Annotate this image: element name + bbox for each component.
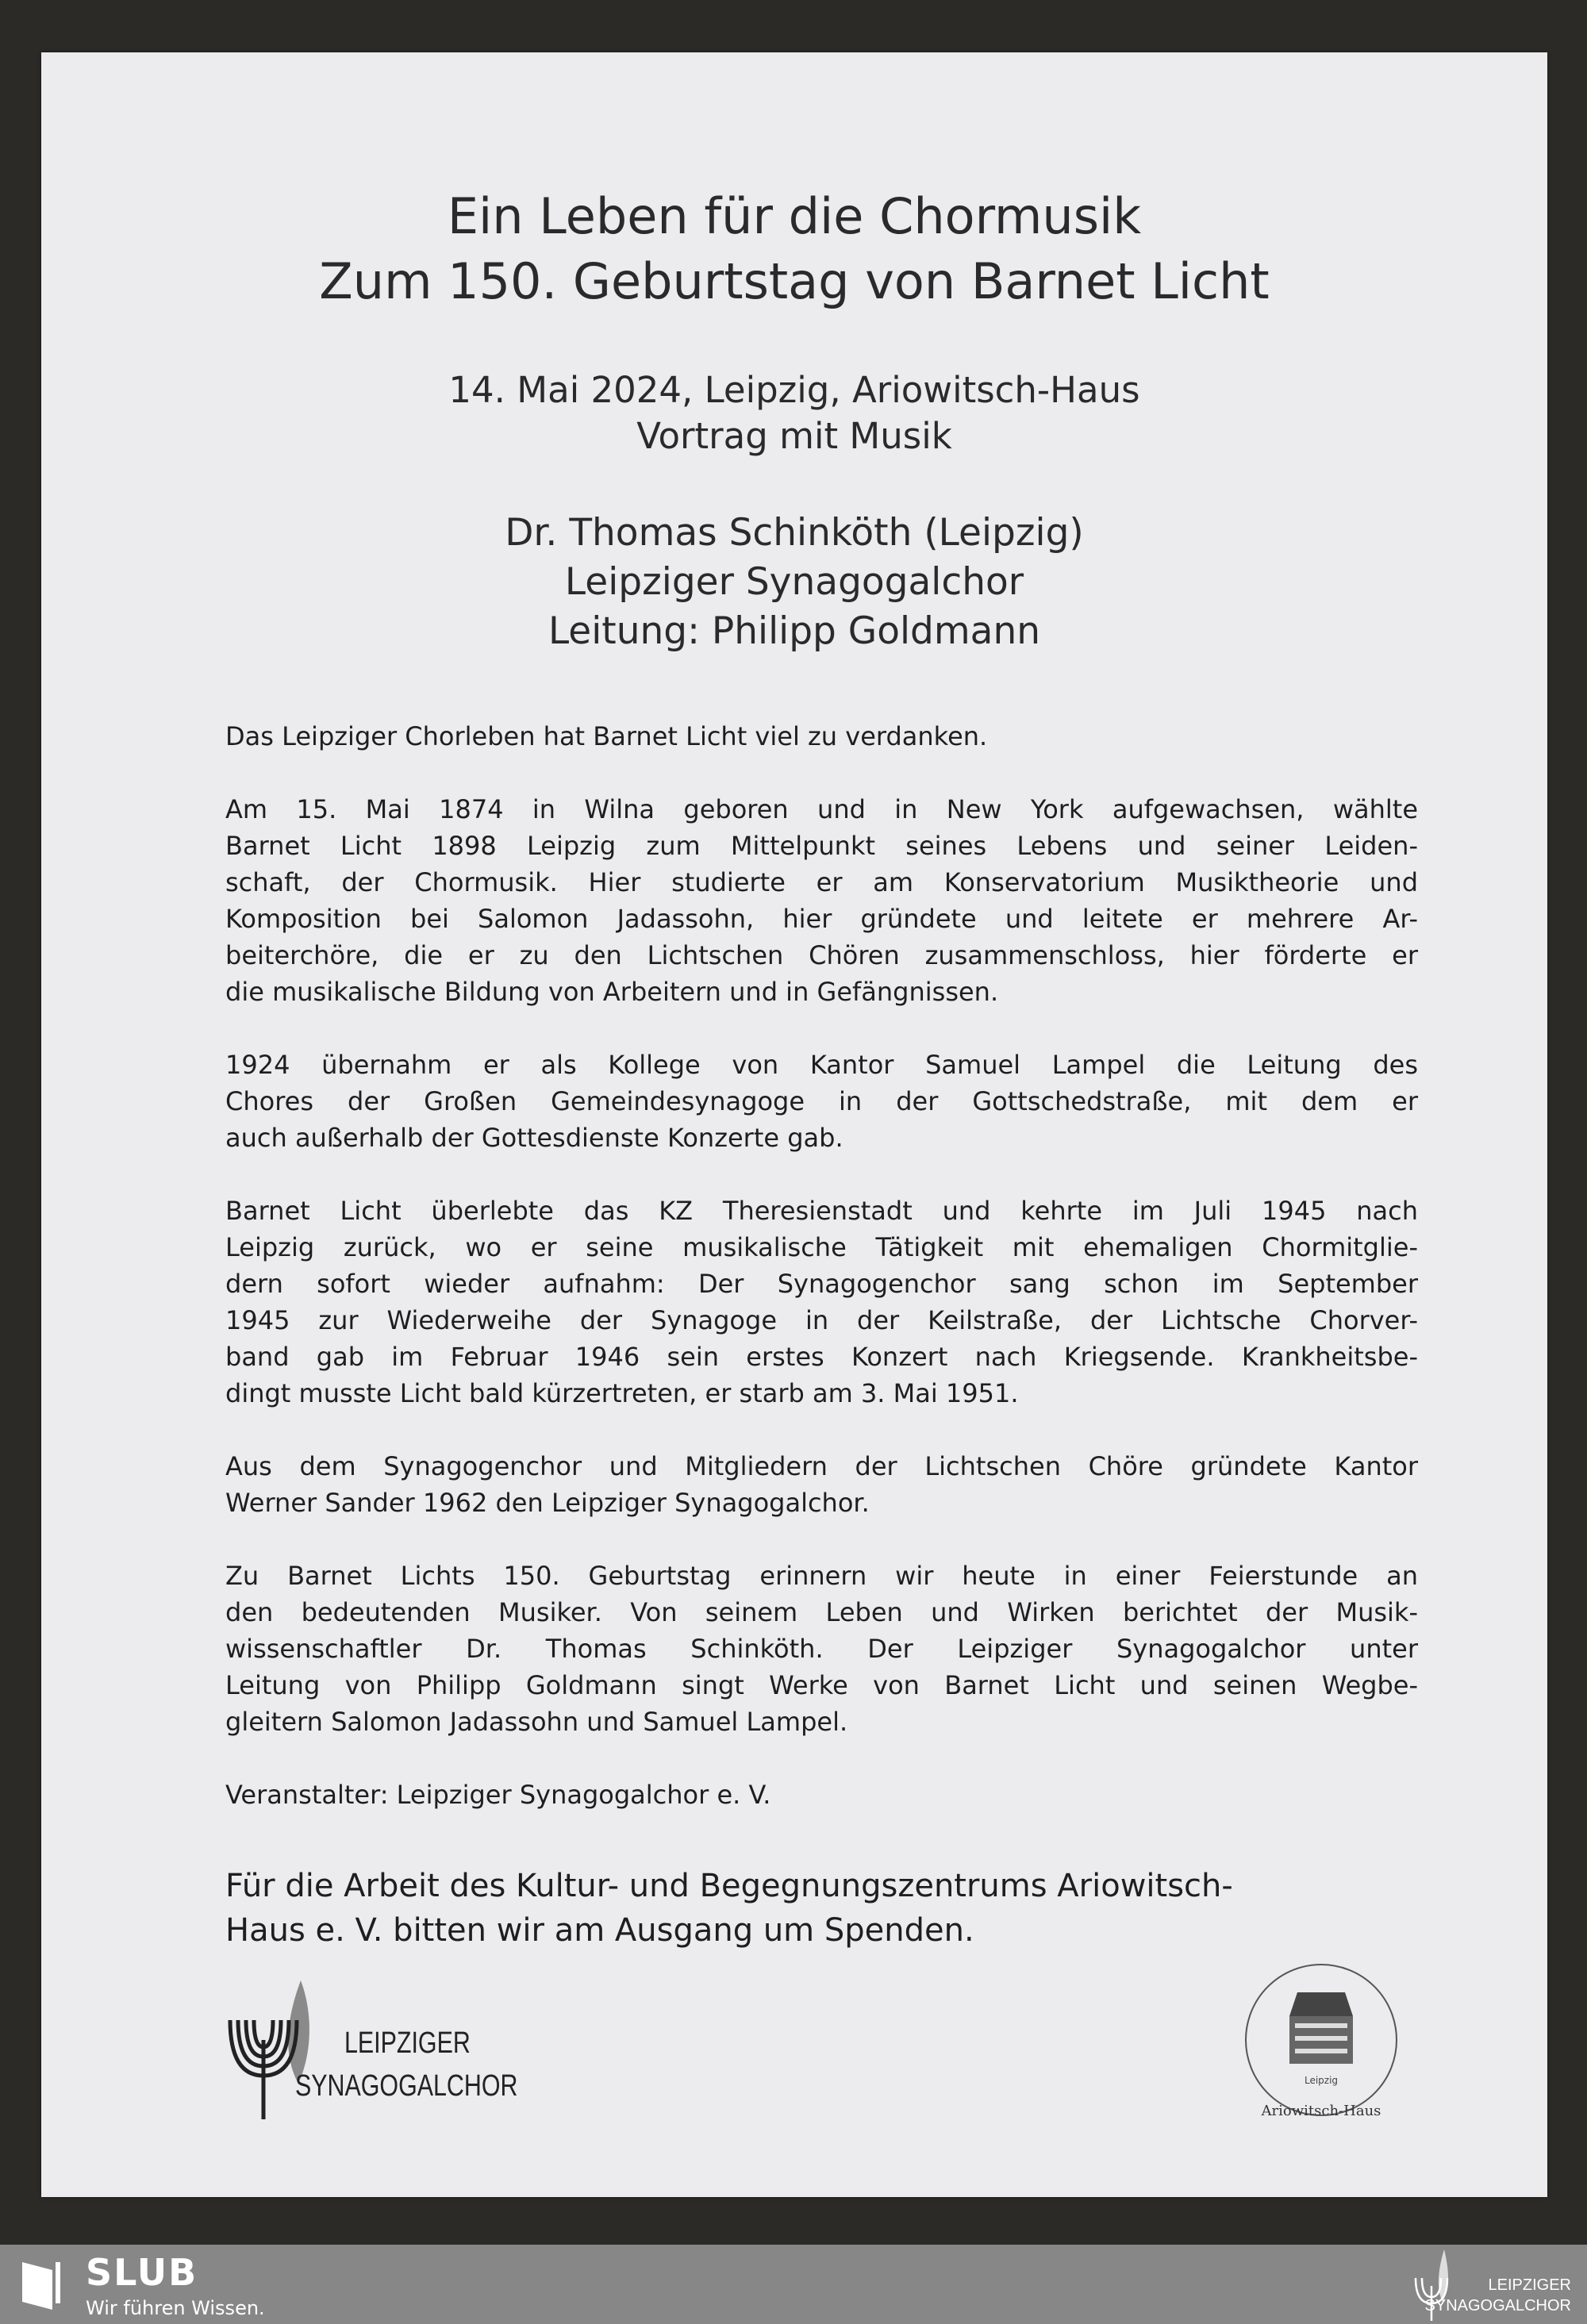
slub-brand: SLUB (86, 2251, 198, 2294)
text-line: Das Leipziger Chorleben hat Barnet Licht viel zu verdanken. (225, 721, 988, 751)
body-text (225, 718, 1418, 1850)
text-line: 1924 übernahm er als Kollege von Kantor Samuel Lampel die Leitung des (225, 1050, 1418, 1080)
ariowitsch-haus-seal (1222, 1957, 1420, 2123)
text-line: Barnet Licht überlebte das KZ Theresienstadt und kehrte im Juli 1945 nach (225, 1196, 1418, 1226)
logo-text: LEIPZIGER (344, 2026, 471, 2060)
event-date-place: 14. Mai 2024, Leipzig, Ariowitsch-Haus (448, 369, 1140, 411)
text-line: band gab im Februar 1946 sein erstes Konzert nach Kriegsende. Krankheitsbe- (225, 1342, 1418, 1372)
text-line: Aus dem Synagogenchor und Mitgliedern der Lichtschen Chöre gründete Kantor (225, 1451, 1418, 1481)
text-line: die musikalische Bildung von Arbeitern und in Gefängnissen. (225, 977, 999, 1007)
partner-text: SYNAGOGALCHOR (1424, 2297, 1571, 2314)
text-line: Komposition bei Salomon Jadassohn, hier gründete und leitete er mehrere Ar- (225, 904, 1418, 934)
document-title (41, 184, 1547, 314)
paragraph (225, 1047, 1418, 1156)
text-line: gleitern Salomon Jadassohn und Samuel Lampel. (225, 1707, 848, 1737)
text-line: beiterchöre, die er zu den Lichtschen Chören zusammenschloss, hier förderte er (225, 940, 1418, 970)
text-line: schaft, der Chormusik. Hier studierte er am Konservatorium Musiktheorie und (225, 867, 1418, 897)
text-line: dern sofort wieder aufnahm: Der Synagogenchor sang schon im September (225, 1269, 1418, 1299)
text-line: Leitung von Philipp Goldmann singt Werke von Barnet Licht und seinen Wegbe- (225, 1670, 1418, 1700)
performers (41, 509, 1547, 656)
svg-text:Ariowitsch-Haus: Ariowitsch-Haus (1261, 2103, 1381, 2119)
text-line: wissenschaftler Dr. Thomas Schinköth. Der Leipziger Synagogalchor unter (225, 1634, 1418, 1664)
slub-book-icon (21, 2259, 65, 2311)
text-line: auch außerhalb der Gottesdienste Konzerte gab. (225, 1123, 843, 1153)
partner-text: LEIPZIGER (1488, 2276, 1571, 2294)
svg-text:Leipzig: Leipzig (1304, 2075, 1339, 2086)
text-line: Leipzig zurück, wo er seine musikalische Tätigkeit mit ehemaligen Chormitglie- (225, 1232, 1418, 1262)
seal-icon (1222, 1957, 1420, 2123)
paragraph (225, 1558, 1418, 1740)
logo-text: SYNAGOGALCHOR (295, 2069, 518, 2103)
footer-bar (0, 2245, 1587, 2324)
text-line: Barnet Licht 1898 Leipzig zum Mittelpunkt seines Lebens und seiner Leiden- (225, 831, 1418, 861)
text-line: dingt musste Licht bald kürzertreten, er starb am 3. Mai 1951. (225, 1378, 1019, 1408)
event-info (41, 367, 1547, 459)
text-line: Werner Sander 1962 den Leipziger Synagogalchor. (225, 1488, 870, 1518)
text-line: den bedeutenden Musiker. Von seinem Leben und Wirken berichtet der Musik- (225, 1597, 1418, 1627)
paragraph (225, 791, 1418, 1010)
appeal-line: Haus e. V. bitten wir am Ausgang um Spenden. (225, 1912, 974, 1949)
text-line: Am 15. Mai 1874 in Wilna geboren und in New York aufgewachsen, wählte (225, 794, 1418, 824)
document-page (41, 52, 1547, 2197)
donation-appeal (225, 1864, 1233, 1953)
speaker: Dr. Thomas Schinköth (Leipzig) (505, 511, 1084, 555)
text-line: Veranstalter: Leipziger Synagogalchor e. V. (225, 1780, 771, 1810)
slub-slogan: Wir führen Wissen. (86, 2297, 265, 2319)
choir: Leipziger Synagogalchor (564, 560, 1024, 604)
text-line: Chores der Großen Gemeindesynagoge in der Gottschedstraße, mit dem er (225, 1086, 1418, 1116)
title-line: Zum 150. Geburtstag von Barnet Licht (319, 252, 1270, 310)
paragraph (225, 1448, 1418, 1521)
title-line: Ein Leben für die Chormusik (447, 187, 1142, 245)
organizer-line (225, 1777, 1418, 1813)
text-line: 1945 zur Wiederweihe der Synagoge in der Keilstraße, der Lichtsche Chorver- (225, 1305, 1418, 1335)
appeal-line: Für die Arbeit des Kultur- und Begegnungszentrums Ariowitsch- (225, 1868, 1233, 1904)
conductor: Leitung: Philipp Goldmann (548, 609, 1041, 653)
footer-partner-logo (1412, 2246, 1571, 2322)
event-type: Vortrag mit Musik (636, 415, 952, 457)
synagogalchor-logo (225, 1965, 559, 2123)
text-line: Zu Barnet Lichts 150. Geburtstag erinnern wir heute in einer Feierstunde an (225, 1561, 1418, 1591)
paragraph (225, 718, 1418, 755)
paragraph (225, 1193, 1418, 1412)
